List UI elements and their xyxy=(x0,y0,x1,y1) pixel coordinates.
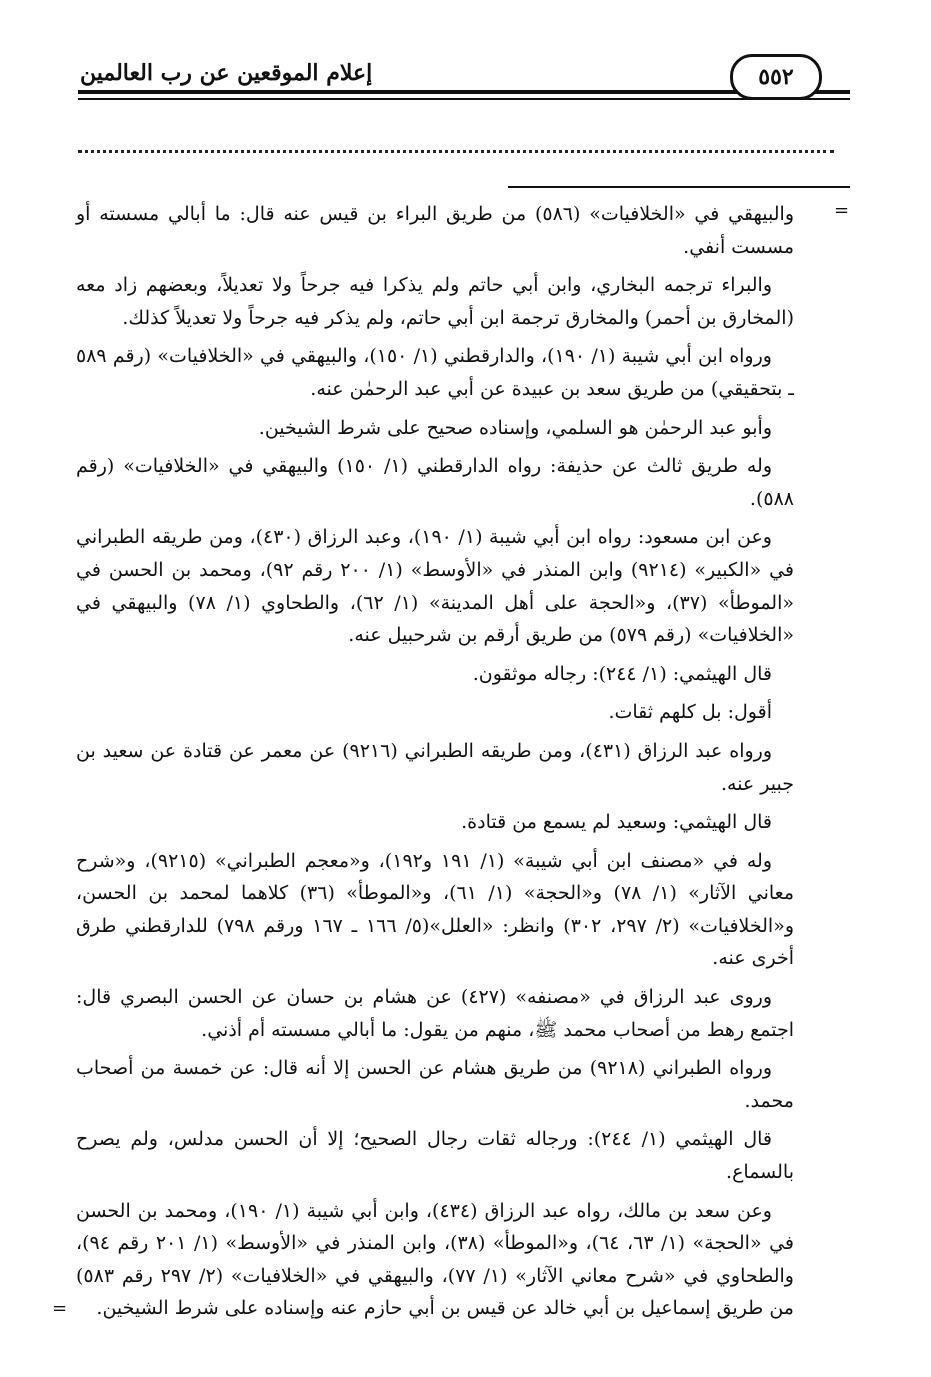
paragraph: ورواه الطبراني (٩٢١٨) من طريق هشام عن الحسن إلا أنه قال: عن خمسة من أصحاب محمد. xyxy=(76,1057,794,1112)
paragraph: ورواه عبد الرزاق (٤٣١)، ومن طريقه الطبراني (٩٢١٦) عن معمر عن قتادة عن سعيد بن جبير عنه. xyxy=(76,739,794,795)
paragraph: وله طريق ثالث عن حذيفة: رواه الدارقطني (١/ ١٥٠) والبيهقي في «الخلافيات» (رقم ٥٨٨). xyxy=(76,455,794,510)
header-rule-thin xyxy=(78,98,850,100)
paragraph: قال الهيثمي (١/ ٢٤٤): ورجاله ثقات رجال الصحيح؛ إلا أن الحسن مدلس، ولم يصرح بالسماع. xyxy=(76,1128,794,1184)
paragraph: قال الهيثمي: (١/ ٢٤٤): رجاله موثقون. xyxy=(472,662,772,685)
footnote-rule xyxy=(508,186,850,188)
paragraph: وروى عبد الرزاق في «مصنفه» (٤٢٧) عن هشام بن حسان عن الحسن البصري قال: اجتمع رهط من أصحاب محمد ﷺ، منهم من يقول: ما أبالي مسسته أم أذني. xyxy=(76,986,794,1041)
page-header xyxy=(60,48,850,108)
dotted-separator xyxy=(78,138,834,153)
continuation-marker-bottom: = xyxy=(52,1298,68,1319)
paragraph: والبراء ترجمه البخاري، وابن أبي حاتم ولم يذكرا فيه جرحاً ولا تعديلاً، وبعضهم زاد معه (المخارق بن أحمر) والمخارق ترجمة ابن أبي حاتم، ولم يذكر فيه جرحاً ولا تعديلاً كذلك. xyxy=(76,274,794,329)
paragraph: والبيهقي في «الخلافيات» (٥٨٦) من طريق البراء بن قيس عنه قال: ما أبالي مسسته أو مسست أنفي. xyxy=(76,203,795,258)
paragraph: وعن ابن مسعود: رواه ابن أبي شيبة (١/ ١٩٠)، وعبد الرزاق (٤٣٠)، ومن طريقه الطبراني في «الكبير» (٩٢١٤) وابن المنذر في «الأوسط» (١/ ٢٠٠ رقم ٩٢)، ومحمد بن الحسن في «الموطأ» (٣٧)، و«الحجة على أهل المدينة» (١/ ٦٢)، والطحاوي (١/ ٧٨) والبيهقي في «الخلافيات» (رقم ٥٧٩) من طريق أرقم بن شرحبيل عنه. xyxy=(76,526,795,647)
paragraph: وأبو عبد الرحمٰن هو السلمي، وإسناده صحيح على شرط الشيخين. xyxy=(258,416,772,439)
continuation-marker-top: = xyxy=(834,200,850,221)
book-title: إعلام الموقعين عن رب العالمين xyxy=(80,60,373,86)
paragraph: ورواه ابن أبي شيبة (١/ ١٩٠)، والدارقطني (١/ ١٥٠)، والبيهقي في «الخلافيات» (رقم ٥٨٩ ـ بتحقيقي) من طريق سعد بن عبيدة عن أبي عبد الرحمٰن عنه. xyxy=(76,345,794,400)
paragraph: وله في «مصنف ابن أبي شيبة» (١/ ١٩١ و١٩٢)، و«معجم الطبراني» (٩٢١٥)، و«شرح معاني الآثار» (١/ ٧٨) و«الحجة» (١/ ٦١)، و«الموطأ» (٣٦) كلاهما لمحمد بن الحسن، و«الخلافيات» (٢/ ٢٩٧، ٣٠٢) وانظر: «العلل»(٥/ ١٦٦ ـ ١٦٧ ورقم ٧٩٨) للدارقطني طرق أخرى عنه. xyxy=(76,849,794,970)
paragraph: أقول: بل كلهم ثقات. xyxy=(608,701,772,724)
footnote-body xyxy=(76,198,794,1331)
page-number: ٥٥٢ xyxy=(730,54,822,100)
paragraph: قال الهيثمي: وسعيد لم يسمع من قتادة. xyxy=(461,811,772,834)
paragraph: وعن سعد بن مالك، رواه عبد الرزاق (٤٣٤)، وابن أبي شيبة (١/ ١٩٠)، ومحمد بن الحسن في «الحجة» (١/ ٦٣، ٦٤)، و«الموطأ» (٣٨)، وابن المنذر في «الأوسط» (١/ ٢٠١ رقم ٩٤)، والطحاوي في «شرح معاني الآثار» (١/ ٧٧)، والبيهقي في «الخلافيات» (٢/ ٢٩٧ رقم ٥٨٣) من طريق إسماعيل بن أبي خالد عن قيس بن أبي حازم عنه وإسناده على شرط الشيخين. xyxy=(76,1199,794,1320)
